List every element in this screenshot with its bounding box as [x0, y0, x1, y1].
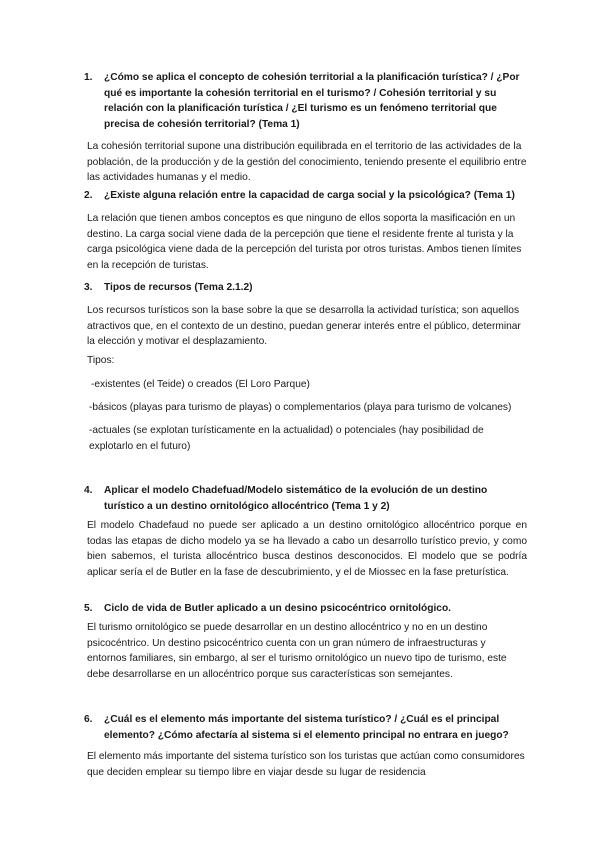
question-number: 1.	[84, 72, 93, 83]
answer-2: La relación que tienen ambos conceptos es que ninguno de ellos soporta la masificación en un destino. La carga social viene dada de la percepción que tiene el residente frente al turista y la carga psicológica viene dada de la percepción del turista por otros turistas. Ambos tienen límites en la recepción de turistas.	[87, 213, 522, 271]
list-item: -actuales (se explotan turísticamente en la actualidad) o potenciales (hay posibilidad de explotarlo en el futuro)	[89, 425, 484, 452]
answer-4: El modelo Chadefaud no puede ser aplicado a un destino ornitológico allocéntrico porque en todas las etapas de dicho modelo ya se ha llevado a cabo un desarrollo turístico previo, y como bien sabemos, el turista allocéntrico busca destinos desconocidos. El modelo que se podría aplicar sería el de Butler en la fase de descubrimiento, y el de Miossec en la fase preturística.	[87, 520, 527, 578]
answer-5: El turismo ornitológico se puede desarrollar en un destino allocéntrico y no en un destino psicocéntrico. Un destino psicocéntrico cuenta con un gran número de infraestructuras y entornos familiares, sin embargo, al ser el turismo ornitológico un nuevo tipo de turismo, este debe desarrollarse en un allocéntrico porque sus características son semejantes.	[87, 622, 507, 680]
question-text: Aplicar el modelo Chadefuad/Modelo sistemático de la evolución de un destino turístico a un destino ornitológico allocéntrico (Tema 1 y 2)	[104, 485, 488, 512]
question-number: 2.	[84, 190, 93, 201]
question-5	[84, 601, 524, 617]
answer-6: El elemento más importante del sistema turístico son los turistas que actúan como consumidores que deciden emplear su tiempo libre en viajar desde su lugar de residencia	[87, 751, 525, 778]
answer-1: La cohesión territorial supone una distribución equilibrada en el territorio de las actividades de la población, de la producción y de la gestión del conocimiento, teniendo presente el equilibrio entre las actividades humanas y el medio.	[87, 141, 527, 183]
question-1	[84, 70, 524, 132]
question-number: 5.	[84, 603, 93, 614]
question-number: 4.	[84, 485, 93, 496]
question-number: 3.	[84, 282, 93, 293]
answer-3: Los recursos turísticos son la base sobre la que se desarrolla la actividad turística; son aquellos atractivos que, en el contexto de un destino, puedan generar interés entre el público, determinar la elección y motivar el desplazamiento.	[87, 305, 521, 347]
question-2	[84, 188, 524, 204]
question-text: ¿Cómo se aplica el concepto de cohesión territorial a la planificación turística? / ¿Por qué es importante la cohesión territorial en el turismo? / Cohesión territorial y su relación con la planificación turística / ¿El turismo es un fenómeno territorial que precisa de cohesión territorial? (Tema 1)	[104, 72, 520, 130]
question-text: Ciclo de vida de Butler aplicado a un desino psicocéntrico ornitológico.	[104, 603, 451, 614]
list-item: -básicos (playas para turismo de playas) o complementarios (playa para turismo de volcanes)	[89, 402, 512, 413]
question-text: ¿Cuál es el elemento más importante del sistema turístico? / ¿Cuál es el principal elemento? ¿Cómo afectaría al sistema si el elemento principal no entrara en juego?	[104, 714, 509, 741]
question-text: Tipos de recursos (Tema 2.1.2)	[104, 282, 253, 293]
question-text: ¿Existe alguna relación entre la capacidad de carga social y la psicológica? (Tema 1)	[104, 190, 515, 201]
tipos-label: Tipos:	[87, 355, 115, 366]
question-number: 6.	[84, 714, 93, 725]
question-4	[84, 483, 504, 514]
question-6	[84, 712, 524, 743]
list-item: -existentes (el Teide) o creados (El Loro Parque)	[91, 379, 310, 390]
question-3	[84, 280, 524, 296]
